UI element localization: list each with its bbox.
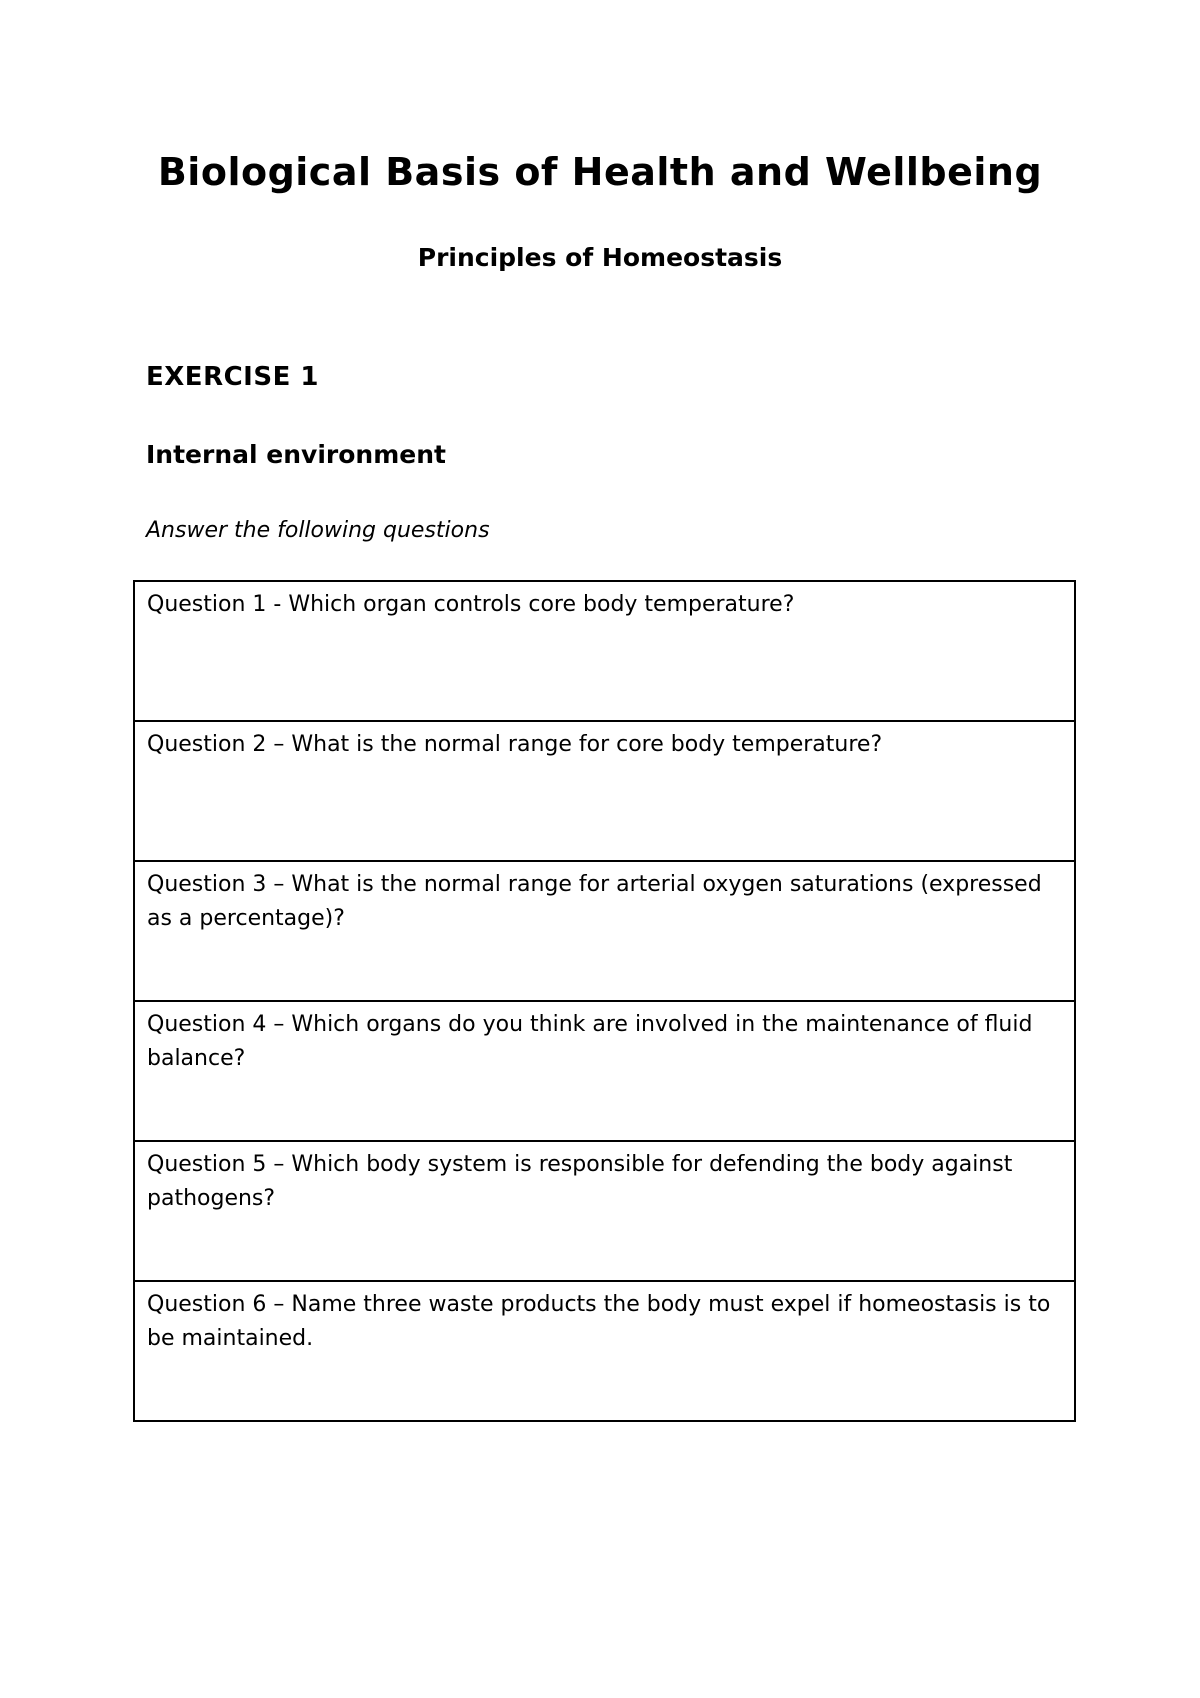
document-title: Biological Basis of Health and Wellbeing xyxy=(157,150,1043,194)
question-row xyxy=(134,581,1075,721)
question-row xyxy=(134,1141,1075,1281)
question-cell-2: Question 2 – What is the normal range for core body temperature? xyxy=(134,721,1075,861)
document-subtitle: Principles of Homeostasis xyxy=(417,243,783,272)
instructions-text: Answer the following questions xyxy=(146,518,490,543)
question-cell-5: Question 5 – Which body system is responsible for defending the body against pathogens? xyxy=(134,1141,1075,1281)
section-heading: Internal environment xyxy=(146,440,446,469)
question-row xyxy=(134,1001,1075,1141)
question-cell-4: Question 4 – Which organs do you think are involved in the maintenance of fluid balance? xyxy=(134,1001,1075,1141)
questions-table xyxy=(133,580,1076,1422)
question-row xyxy=(134,1281,1075,1421)
question-cell-3: Question 3 – What is the normal range for arterial oxygen saturations (expressed as a percentage)? xyxy=(134,861,1075,1001)
question-cell-6: Question 6 – Name three waste products the body must expel if homeostasis is to be maintained. xyxy=(134,1281,1075,1421)
question-row xyxy=(134,721,1075,861)
exercise-heading: EXERCISE 1 xyxy=(146,362,319,392)
question-row xyxy=(134,861,1075,1001)
question-cell-1: Question 1 - Which organ controls core body temperature? xyxy=(134,581,1075,721)
